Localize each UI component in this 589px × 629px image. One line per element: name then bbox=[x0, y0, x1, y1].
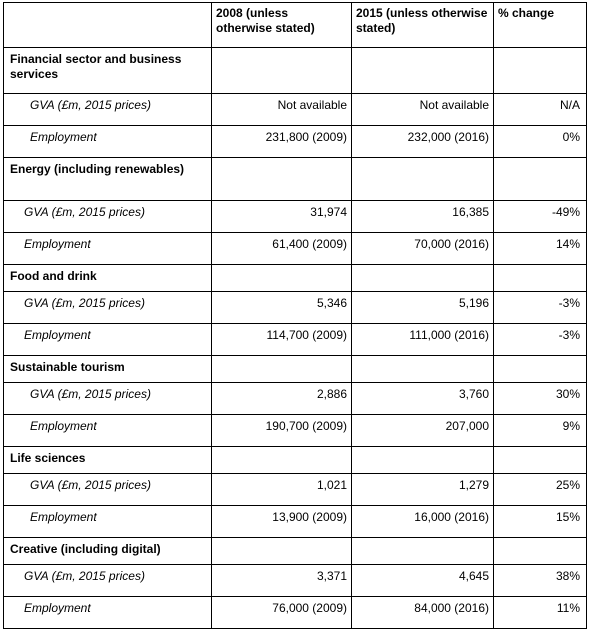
empty-cell bbox=[494, 538, 587, 565]
value-2008: Not available bbox=[212, 94, 352, 126]
value-2015: 5,196 bbox=[352, 292, 494, 324]
section-row bbox=[4, 158, 587, 201]
empty-cell bbox=[494, 158, 587, 201]
header-empty-cell bbox=[4, 3, 212, 48]
section-title: Food and drink bbox=[4, 265, 212, 292]
value-2008: 5,346 bbox=[212, 292, 352, 324]
value-2015: 111,000 (2016) bbox=[352, 324, 494, 356]
value-change: 38% bbox=[494, 565, 587, 597]
section-row bbox=[4, 356, 587, 383]
value-change: 14% bbox=[494, 233, 587, 265]
empty-cell bbox=[212, 265, 352, 292]
value-2015: 16,000 (2016) bbox=[352, 506, 494, 538]
value-2008: 231,800 (2009) bbox=[212, 126, 352, 158]
table-row bbox=[4, 324, 587, 356]
table-row bbox=[4, 565, 587, 597]
value-2015: 70,000 (2016) bbox=[352, 233, 494, 265]
empty-cell bbox=[212, 538, 352, 565]
empty-cell bbox=[352, 356, 494, 383]
section-row bbox=[4, 48, 587, 94]
row-label: Employment bbox=[4, 324, 212, 356]
row-label: GVA (£m, 2015 prices) bbox=[4, 292, 212, 324]
row-label: Employment bbox=[4, 233, 212, 265]
table-row bbox=[4, 292, 587, 324]
table-row bbox=[4, 597, 587, 629]
empty-cell bbox=[494, 265, 587, 292]
row-label: GVA (£m, 2015 prices) bbox=[4, 201, 212, 233]
empty-cell bbox=[212, 158, 352, 201]
table-row bbox=[4, 201, 587, 233]
value-2008: 61,400 (2009) bbox=[212, 233, 352, 265]
section-row bbox=[4, 447, 587, 474]
row-label: GVA (£m, 2015 prices) bbox=[4, 474, 212, 506]
value-change: -3% bbox=[494, 324, 587, 356]
table-row bbox=[4, 233, 587, 265]
sector-statistics-table bbox=[3, 2, 587, 629]
value-2008: 3,371 bbox=[212, 565, 352, 597]
value-change: N/A bbox=[494, 94, 587, 126]
empty-cell bbox=[352, 48, 494, 94]
value-2008: 190,700 (2009) bbox=[212, 415, 352, 447]
section-row bbox=[4, 538, 587, 565]
table-row bbox=[4, 506, 587, 538]
row-label: Employment bbox=[4, 415, 212, 447]
value-2015: 16,385 bbox=[352, 201, 494, 233]
row-label: Employment bbox=[4, 126, 212, 158]
empty-cell bbox=[212, 447, 352, 474]
row-label: GVA (£m, 2015 prices) bbox=[4, 94, 212, 126]
empty-cell bbox=[352, 447, 494, 474]
value-change: -49% bbox=[494, 201, 587, 233]
value-2015: 3,760 bbox=[352, 383, 494, 415]
row-label: GVA (£m, 2015 prices) bbox=[4, 565, 212, 597]
table-row bbox=[4, 94, 587, 126]
value-2015: 232,000 (2016) bbox=[352, 126, 494, 158]
value-2015: 207,000 bbox=[352, 415, 494, 447]
value-2015: 4,645 bbox=[352, 565, 494, 597]
value-2015: Not available bbox=[352, 94, 494, 126]
section-title: Sustainable tourism bbox=[4, 356, 212, 383]
value-2008: 2,886 bbox=[212, 383, 352, 415]
value-change: 30% bbox=[494, 383, 587, 415]
value-2008: 13,900 (2009) bbox=[212, 506, 352, 538]
value-2008: 31,974 bbox=[212, 201, 352, 233]
row-label: Employment bbox=[4, 597, 212, 629]
table-row bbox=[4, 415, 587, 447]
empty-cell bbox=[352, 265, 494, 292]
row-label: GVA (£m, 2015 prices) bbox=[4, 383, 212, 415]
value-change: 15% bbox=[494, 506, 587, 538]
value-change: 9% bbox=[494, 415, 587, 447]
table-row bbox=[4, 474, 587, 506]
table-row bbox=[4, 383, 587, 415]
header-percent-change: % change bbox=[494, 3, 587, 48]
section-title: Life sciences bbox=[4, 447, 212, 474]
section-title: Financial sector and business services bbox=[4, 48, 212, 94]
value-2015: 1,279 bbox=[352, 474, 494, 506]
section-title: Creative (including digital) bbox=[4, 538, 212, 565]
section-row bbox=[4, 265, 587, 292]
table-row bbox=[4, 126, 587, 158]
value-change: 0% bbox=[494, 126, 587, 158]
header-2008: 2008 (unless otherwise stated) bbox=[212, 3, 352, 48]
value-2015: 84,000 (2016) bbox=[352, 597, 494, 629]
section-title: Energy (including renewables) bbox=[4, 158, 212, 201]
header-2015: 2015 (unless otherwise stated) bbox=[352, 3, 494, 48]
empty-cell bbox=[494, 48, 587, 94]
empty-cell bbox=[494, 356, 587, 383]
empty-cell bbox=[494, 447, 587, 474]
value-2008: 1,021 bbox=[212, 474, 352, 506]
value-2008: 114,700 (2009) bbox=[212, 324, 352, 356]
value-change: 25% bbox=[494, 474, 587, 506]
empty-cell bbox=[352, 158, 494, 201]
value-change: 11% bbox=[494, 597, 587, 629]
empty-cell bbox=[212, 356, 352, 383]
header-row bbox=[4, 3, 587, 48]
value-2008: 76,000 (2009) bbox=[212, 597, 352, 629]
empty-cell bbox=[212, 48, 352, 94]
empty-cell bbox=[352, 538, 494, 565]
row-label: Employment bbox=[4, 506, 212, 538]
value-change: -3% bbox=[494, 292, 587, 324]
